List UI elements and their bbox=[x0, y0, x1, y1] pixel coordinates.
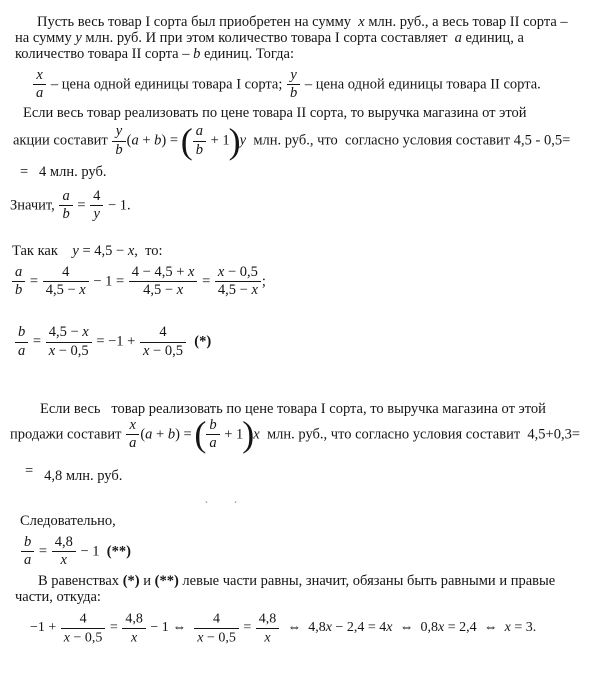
fraction-numerator bbox=[12, 264, 25, 282]
big-paren: ) bbox=[228, 120, 241, 161]
text-run: − 0,5 bbox=[149, 342, 183, 359]
text-run: 4,8 bbox=[125, 611, 143, 627]
math-variable: x bbox=[253, 426, 260, 443]
text-run: В равенствах bbox=[38, 573, 123, 590]
stray-mark-left: ` bbox=[205, 500, 208, 511]
fraction-numerator bbox=[126, 417, 139, 435]
fraction bbox=[255, 610, 281, 646]
text-run: 4 − 4,5 + bbox=[131, 264, 189, 281]
stray-mark-right: ´ bbox=[234, 500, 237, 511]
fraction-denominator bbox=[33, 85, 46, 102]
text-run: левые части равны, значит, обязаны быть равными и правые bbox=[178, 573, 556, 590]
fraction-denominator bbox=[15, 343, 28, 360]
math-variable: b bbox=[115, 141, 123, 158]
bold-run: (**) bbox=[106, 543, 131, 560]
fraction-denominator bbox=[43, 282, 89, 299]
text-run: − 2,4 = 4 bbox=[331, 620, 387, 636]
intro-line-3 bbox=[15, 46, 590, 62]
math-variable: x bbox=[60, 552, 67, 569]
text-run: – цена одной единицы товара I сорта; bbox=[47, 76, 286, 93]
fraction-numerator bbox=[43, 264, 89, 282]
text-run: единиц. Тогда: bbox=[200, 46, 294, 62]
text-run: 4 bbox=[79, 611, 87, 627]
math-variable: x bbox=[36, 67, 43, 84]
text-run: Значит, bbox=[10, 197, 59, 214]
text-run: , то: bbox=[134, 243, 163, 260]
text-run: – цена одной единицы товара II сорта. bbox=[301, 76, 541, 93]
text-run: − 0,5 bbox=[70, 629, 103, 645]
math-variable: a bbox=[62, 187, 70, 204]
fraction-denominator bbox=[12, 282, 25, 299]
math-variable: y bbox=[290, 67, 297, 84]
sledovatelno-line: Следовательно, bbox=[20, 513, 116, 530]
math-variable: x bbox=[129, 416, 136, 433]
fraction-numerator bbox=[129, 264, 198, 282]
ba-doublestar-formula-line bbox=[20, 534, 590, 569]
spacer bbox=[33, 468, 44, 484]
text-run: ; bbox=[261, 273, 266, 290]
text-run: = bbox=[73, 197, 90, 214]
text-run: млн. руб., а весь товар II сорта – bbox=[364, 14, 568, 30]
fraction-denominator bbox=[112, 142, 125, 159]
equality-paragraph-line-1 bbox=[38, 573, 590, 589]
text-run: = 3. bbox=[510, 620, 537, 636]
fraction-denominator bbox=[21, 552, 34, 569]
text-run: продажи составит bbox=[10, 426, 126, 443]
text-run: ⇔ 4,8 bbox=[280, 620, 326, 636]
math-variable: x bbox=[142, 342, 150, 359]
fraction-denominator bbox=[215, 282, 261, 299]
fraction bbox=[11, 264, 26, 299]
fraction bbox=[20, 534, 35, 569]
math-variable: a bbox=[15, 264, 23, 281]
fraction-numerator bbox=[256, 610, 280, 628]
text-run: + 1 bbox=[206, 133, 230, 150]
fraction-numerator bbox=[21, 534, 34, 552]
math-variable: x bbox=[188, 264, 195, 281]
fraction bbox=[192, 123, 207, 158]
math-variable: b bbox=[62, 206, 70, 223]
ba-star-formula-line bbox=[14, 324, 590, 359]
text-run: 4 bbox=[159, 324, 167, 341]
big-paren: ) bbox=[242, 414, 255, 455]
text-run: 4,8 bbox=[258, 611, 277, 627]
equality-paragraph-line-2: части, откуда: bbox=[15, 589, 101, 606]
text-run: акции составит bbox=[13, 133, 112, 150]
text-run: единиц, а bbox=[461, 30, 524, 46]
text-run: ( bbox=[126, 133, 132, 150]
text-run: и bbox=[139, 573, 155, 590]
math-variable: a bbox=[36, 85, 44, 102]
fraction-denominator bbox=[287, 85, 300, 102]
text-run: ) = bbox=[175, 426, 196, 443]
math-variable: a bbox=[129, 435, 137, 452]
fraction-numerator bbox=[122, 610, 146, 628]
bold-run: (*) bbox=[194, 334, 212, 351]
math-variable: y bbox=[93, 206, 100, 223]
revenue-ii-result-line: = 4 млн. руб. bbox=[20, 163, 107, 180]
math-variable: a bbox=[195, 123, 203, 140]
tak-kak-line bbox=[12, 243, 590, 259]
text-run: − 1 ⇔ bbox=[146, 620, 194, 636]
math-variable: b bbox=[15, 282, 23, 299]
fraction-numerator bbox=[33, 67, 46, 85]
intro-line-1 bbox=[15, 14, 590, 30]
math-variable: y bbox=[75, 30, 82, 46]
fraction bbox=[51, 534, 77, 569]
math-variable: x bbox=[264, 629, 271, 645]
fraction bbox=[193, 610, 240, 646]
text-run: = bbox=[26, 273, 42, 290]
fraction-numerator bbox=[46, 324, 92, 342]
math-variable: x bbox=[197, 629, 204, 645]
fraction bbox=[128, 264, 199, 299]
text-run: = 4,5 − bbox=[78, 243, 128, 260]
fraction bbox=[121, 610, 147, 646]
fraction-numerator bbox=[193, 123, 206, 141]
math-variable: b bbox=[24, 534, 32, 551]
math-variable: x bbox=[386, 620, 393, 636]
text-run: ( bbox=[140, 426, 146, 443]
text-run: − 0,5 bbox=[203, 629, 236, 645]
big-paren: ( bbox=[194, 414, 207, 455]
revenue-i-result-value: 4,8 млн. руб. bbox=[44, 468, 123, 485]
fraction-denominator bbox=[61, 629, 106, 646]
math-variable: x bbox=[63, 629, 71, 645]
intro-line-2 bbox=[15, 30, 590, 46]
price-definition-line bbox=[32, 67, 590, 102]
text-run: на сумму bbox=[15, 30, 76, 46]
fraction bbox=[111, 123, 126, 158]
math-variable: a bbox=[131, 133, 139, 150]
fraction-denominator bbox=[129, 282, 198, 299]
fraction-denominator bbox=[194, 629, 239, 646]
math-variable: b bbox=[290, 85, 298, 102]
math-variable: x bbox=[127, 243, 135, 260]
text-run: + 1 bbox=[220, 426, 244, 443]
fraction bbox=[14, 324, 29, 359]
text-run: 4 bbox=[62, 264, 70, 281]
fraction bbox=[89, 188, 104, 223]
math-variable: x bbox=[217, 264, 225, 281]
fraction bbox=[125, 417, 140, 452]
text-run: ⇔ 0,8 bbox=[392, 620, 438, 636]
fraction-denominator bbox=[90, 206, 103, 223]
fraction-numerator bbox=[287, 67, 300, 85]
math-variable: b bbox=[195, 141, 203, 158]
math-variable: b bbox=[154, 133, 162, 150]
fraction-denominator bbox=[52, 552, 76, 569]
text-run: 4 bbox=[93, 187, 101, 204]
fraction-numerator bbox=[61, 610, 106, 628]
fraction bbox=[286, 67, 301, 102]
fraction-numerator bbox=[206, 417, 219, 435]
math-variable: x bbox=[82, 324, 89, 341]
text-run: + bbox=[138, 133, 155, 150]
math-variable: y bbox=[72, 243, 79, 260]
text-run: млн. руб., что согласно условия составит 4,5+0,3= bbox=[259, 426, 581, 443]
revenue-ii-intro-line: Если весь товар реализовать по цене товара II сорта, то выручка магазина от этой bbox=[23, 105, 527, 122]
text-run: − 1. bbox=[104, 197, 131, 214]
math-variable: y bbox=[115, 123, 123, 140]
fraction bbox=[214, 264, 262, 299]
math-variable: x bbox=[130, 629, 138, 645]
math-variable: b bbox=[18, 324, 26, 341]
math-variable: x bbox=[79, 282, 86, 299]
math-variable: a bbox=[209, 435, 217, 452]
revenue-i-intro-line: Если весь товар реализовать по цене товара I сорта, то выручка магазина от этой bbox=[40, 400, 546, 417]
revenue-i-formula-line bbox=[10, 414, 590, 455]
final-equation-line bbox=[30, 610, 590, 646]
fraction-denominator bbox=[46, 343, 92, 360]
math-variable: a bbox=[24, 552, 32, 569]
bold-run: (**) bbox=[154, 573, 179, 590]
text-run: = bbox=[239, 620, 255, 636]
text-run: 4,8 bbox=[54, 534, 73, 551]
fraction bbox=[58, 188, 73, 223]
fraction-numerator bbox=[140, 324, 186, 342]
math-variable: x bbox=[358, 14, 365, 30]
text-run: Так как bbox=[12, 243, 73, 260]
text-run: млн. руб. И при этом количество товара I сорта составляет bbox=[81, 30, 455, 46]
text-run: + bbox=[152, 426, 168, 443]
text-run: = bbox=[198, 273, 214, 290]
text-run: 4 bbox=[213, 611, 221, 627]
fraction-denominator bbox=[140, 343, 186, 360]
fraction-denominator bbox=[122, 629, 146, 646]
revenue-ii-formula-line bbox=[13, 120, 590, 161]
text-run: 4,5 − bbox=[48, 324, 83, 341]
text-run: = bbox=[106, 620, 122, 636]
fraction bbox=[42, 264, 90, 299]
raised-equals-sign: = bbox=[25, 463, 34, 480]
text-run: ) = bbox=[161, 133, 182, 150]
math-variable: x bbox=[48, 342, 56, 359]
fraction-numerator bbox=[112, 123, 125, 141]
math-variable: a bbox=[454, 30, 462, 46]
text-run: 4,5 − bbox=[217, 282, 252, 299]
text-run: = bbox=[29, 334, 45, 351]
math-variable: a bbox=[18, 342, 26, 359]
math-variable: x bbox=[325, 620, 332, 636]
fraction bbox=[32, 67, 47, 102]
text-run: = −1 + bbox=[92, 334, 139, 351]
fraction-numerator bbox=[15, 324, 28, 342]
text-run: = bbox=[35, 543, 51, 560]
big-paren: ( bbox=[180, 120, 193, 161]
fraction-denominator bbox=[256, 629, 280, 646]
fraction bbox=[139, 324, 187, 359]
fraction-numerator bbox=[215, 264, 261, 282]
text-run: 4,5 − bbox=[143, 282, 177, 299]
fraction bbox=[60, 610, 107, 646]
fraction-numerator bbox=[59, 188, 72, 206]
math-variable: b bbox=[167, 426, 176, 443]
fraction bbox=[205, 417, 220, 452]
bold-run: (*) bbox=[122, 573, 140, 590]
ab-chain-formula-line bbox=[11, 264, 590, 299]
text-run: млн. руб., что согласно условия составит 4,5 - 0,5= bbox=[246, 133, 571, 150]
text-run: − 1 bbox=[76, 543, 107, 560]
text-run: количество товара II сорта – bbox=[15, 46, 194, 62]
fraction-denominator bbox=[206, 435, 219, 452]
text-run: − 1 = bbox=[89, 273, 128, 290]
fraction-denominator bbox=[193, 142, 206, 159]
text-run: 4,5 − bbox=[45, 282, 80, 299]
znachit-formula-line bbox=[10, 188, 590, 223]
text-run: Пусть весь товар I сорта был приобретен на сумму bbox=[37, 14, 359, 30]
math-variable: b bbox=[193, 46, 201, 62]
fraction-numerator bbox=[194, 610, 239, 628]
revenue-i-result-line bbox=[25, 463, 590, 484]
text-run: −1 + bbox=[30, 620, 60, 636]
text-run: − 0,5 bbox=[224, 264, 258, 281]
text-run: − 0,5 bbox=[55, 342, 89, 359]
math-variable: y bbox=[239, 133, 247, 150]
fraction-numerator bbox=[90, 188, 103, 206]
fraction-numerator bbox=[52, 534, 76, 552]
math-variable: b bbox=[209, 416, 217, 433]
math-variable: x bbox=[504, 620, 511, 636]
fraction-denominator bbox=[59, 206, 72, 223]
math-variable: x bbox=[176, 282, 184, 299]
stray-marks bbox=[205, 501, 590, 509]
fraction bbox=[45, 324, 93, 359]
text-run: = 2,4 ⇔ bbox=[444, 620, 505, 636]
math-variable: x bbox=[438, 620, 445, 636]
math-variable: a bbox=[145, 426, 153, 443]
math-variable: x bbox=[251, 282, 258, 299]
fraction-denominator bbox=[126, 435, 139, 452]
